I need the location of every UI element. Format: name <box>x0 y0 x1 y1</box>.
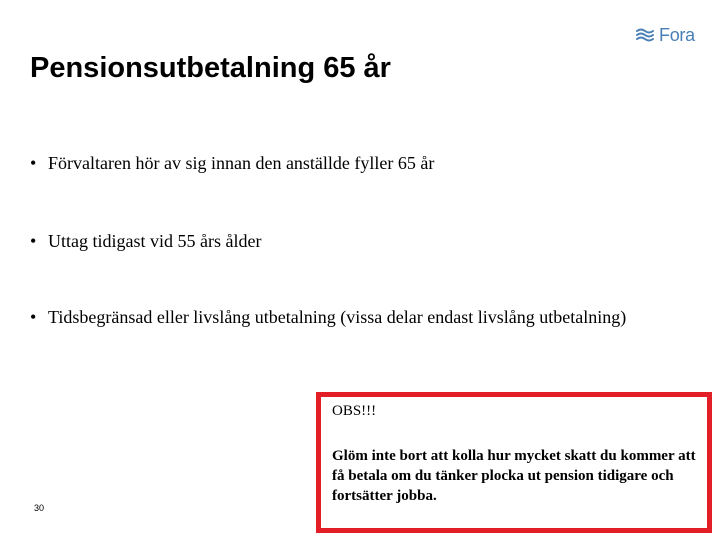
bullet-text: Uttag tidigast vid 55 års ålder <box>48 231 262 251</box>
bullet-icon: • <box>30 307 37 327</box>
bullet-icon: • <box>30 153 37 173</box>
bullet-icon: • <box>30 231 37 251</box>
logo-text: Fora <box>659 25 695 45</box>
bullet-item <box>30 230 630 252</box>
obs-note-box <box>316 392 712 533</box>
slide-title: Pensionsutbetalning 65 år <box>30 52 391 84</box>
bullet-text: Tidsbegränsad eller livslång utbetalning (vissa delar endast livslång utbetalning) <box>48 307 627 327</box>
obs-text: Glöm inte bort att kolla hur mycket skatt du kommer att få betala om du tänker plocka ut pension tidigare och fortsätter jobba. <box>332 448 696 504</box>
fora-wave-icon <box>636 27 656 43</box>
bullet-item <box>30 306 630 328</box>
fora-logo <box>636 26 695 44</box>
obs-heading: OBS!!! <box>332 403 377 419</box>
bullet-item <box>30 152 630 174</box>
page-number: 30 <box>34 503 45 513</box>
bullet-text: Förvaltaren hör av sig innan den anställde fyller 65 år <box>48 153 435 173</box>
